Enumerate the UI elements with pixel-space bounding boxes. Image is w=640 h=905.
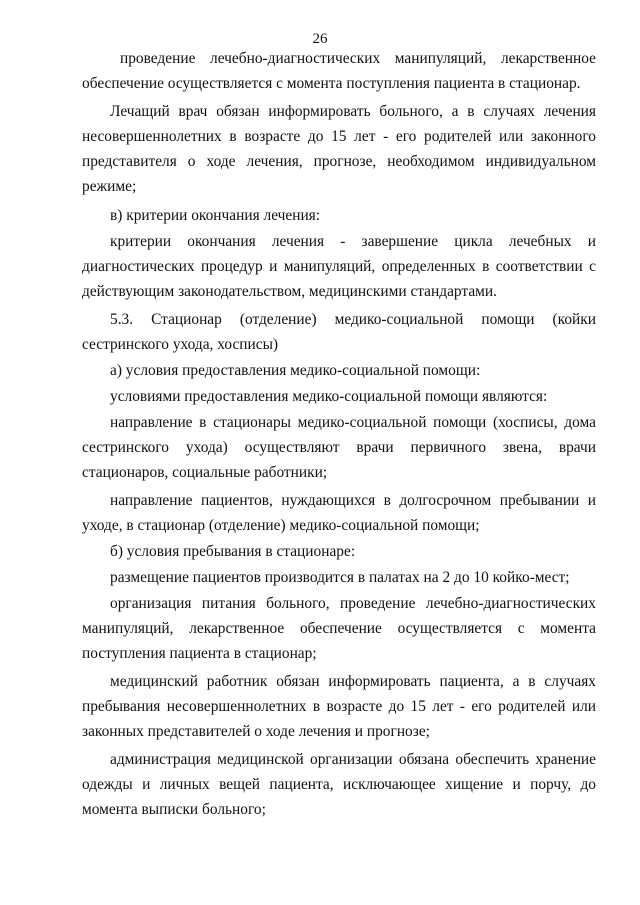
- paragraph-end-criteria-heading: в) критерии окончания лечения:: [110, 207, 321, 224]
- paragraph-referral-hospices: направление в стационары медико-социальной помощи (хосписы, дома сестринского ухода) осуществляют врачи первичного звена, врачи стационаров, социальные работники;: [82, 414, 596, 481]
- paragraph-treatment-start: проведение лечебно-диагностических манипуляций, лекарственное обеспечение осуществляется с момента поступления пациента в стационар.: [82, 50, 596, 92]
- paragraph-doctor-informing: Лечащий врач обязан информировать больного, а в случаях лечения несовершеннолетних в возрасте до 15 лет - его родителей или законного представителя о ходе лечения, прогнозе, необходимом индивидуальном режиме;: [82, 103, 596, 195]
- paragraph-conditions-heading: а) условия предоставления медико-социальной помощи:: [110, 362, 481, 379]
- section-heading-5-3: 5.3. Стационар (отделение) медико-социальной помощи (койки сестринского ухода, хосписы): [82, 311, 596, 353]
- paragraph-referral-long-term: направление пациентов, нуждающихся в долгосрочном пребывании и уходе, в стационар (отделение) медико-социальной помощи;: [82, 492, 596, 534]
- paragraph-conditions-are: условиями предоставления медико-социальной помощи являются:: [110, 388, 548, 405]
- paragraph-belongings-storage: администрация медицинской организации обязана обеспечить хранение одежды и личных вещей пациента, исключающее хищение и порчу, до момента выписки больного;: [82, 751, 596, 818]
- page-number: 26: [312, 31, 328, 47]
- paragraph-ward-placement: размещение пациентов производится в палатах на 2 до 10 койко-мест;: [110, 569, 570, 586]
- paragraph-nutrition: организация питания больного, проведение лечебно-диагностических манипуляций, лекарственное обеспечение осуществляется с момента поступления пациента в стационар;: [82, 595, 596, 662]
- paragraph-medical-worker-informing: медицинский работник обязан информировать пациента, а в случаях пребывания несовершеннолетних в возрасте до 15 лет - его родителей или законных представителей о ходе лечения и прогнозе;: [82, 673, 596, 740]
- paragraph-end-criteria: критерии окончания лечения - завершение цикла лечебных и диагностических процедур и манипуляций, определенных в соответствии с действующим законодательством, медицинскими стандартами.: [82, 233, 596, 300]
- paragraph-stay-conditions-heading: б) условия пребывания в стационаре:: [110, 543, 356, 560]
